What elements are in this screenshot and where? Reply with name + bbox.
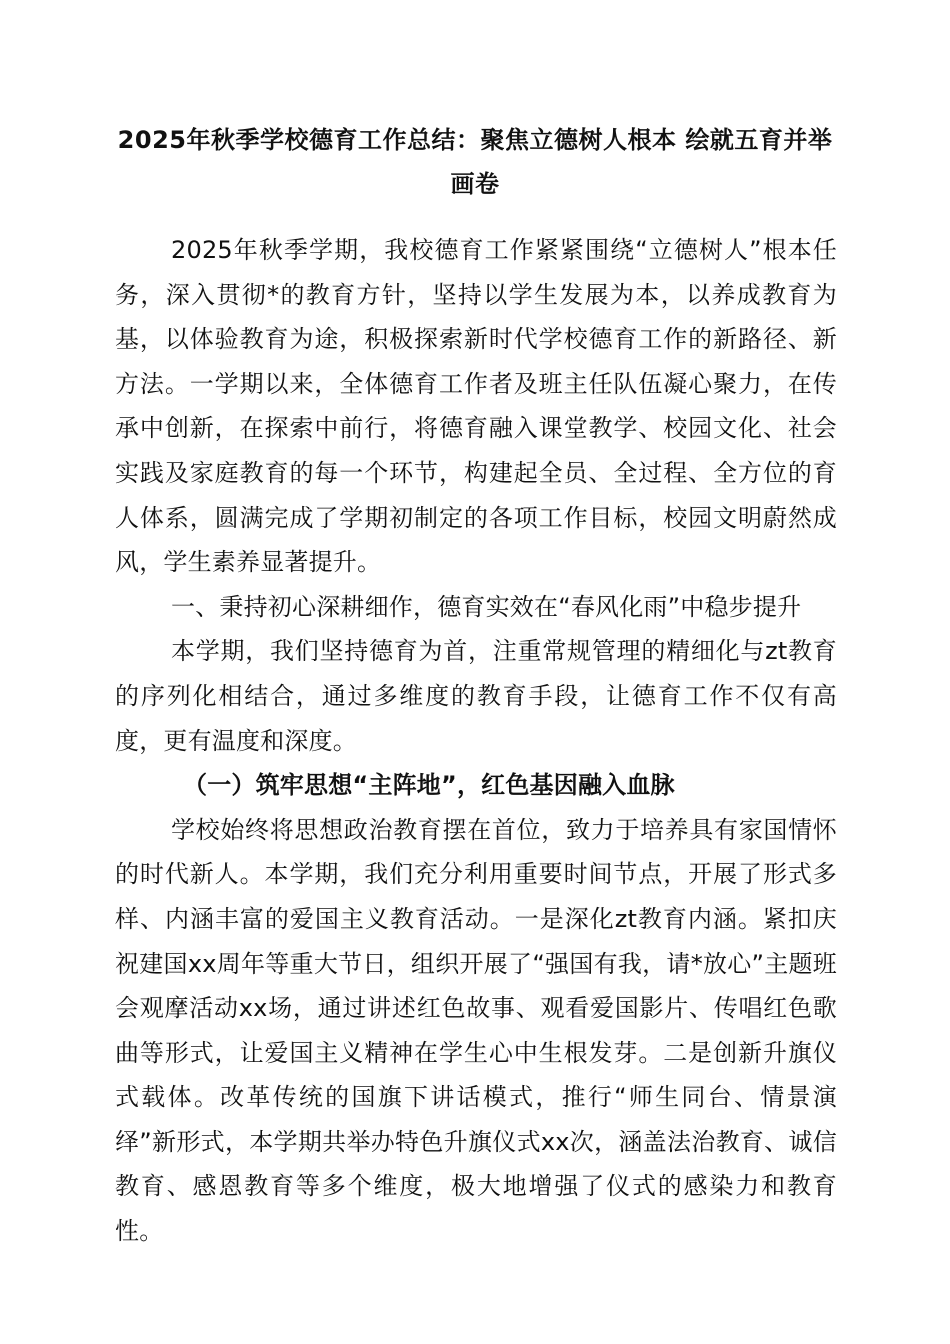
document-body [115,228,837,1254]
section-intro-paragraph: 本学期，我们坚持德育为首，注重常规管理的精细化与zt教育的序列化相结合，通过多维度的教育手段，让德育工作不仅有高度，更有温度和深度。 [115,637,837,755]
document-title: 2025年秋季学校德育工作总结：聚焦立德树人根本 绘就五育并举画卷 [117,126,833,198]
subsection-paragraph: 学校始终将思想政治教育摆在首位，致力于培养具有家国情怀的时代新人。本学期，我们充分利用重要时间节点，开展了形式多样、内涵丰富的爱国主义教育活动。一是深化zt教育内涵。紧扣庆祝建国xx周年等重大节日，组织开展了“强国有我，请*放心”主题班会观摩活动xx场，通过讲述红色故事、观看爱国影片、传唱红色歌曲等形式，让爱国主义精神在学生心中生根发芽。二是创新升旗仪式载体。改革传统的国旗下讲话模式，推行“师生同台、情景演绎”新形式，本学期共举办特色升旗仪式xx次，涵盖法治教育、诚信教育、感恩教育等多个维度，极大地增强了仪式的感染力和教育性。 [115,815,837,1246]
intro-paragraph: 2025年秋季学期，我校德育工作紧紧围绕“立德树人”根本任务，深入贯彻*的教育方针，坚持以学生发展为本，以养成教育为基，以体验教育为途，积极探索新时代学校德育工作的新路径、新方法。一学期以来，全体德育工作者及班主任队伍凝心聚力，在传承中创新，在探索中前行，将德育融入课堂教学、校园文化、社会实践及家庭教育的每一个环节，构建起全员、全过程、全方位的育人体系，圆满完成了学期初制定的各项工作目标，校园文明蔚然成风，学生素养显著提升。 [115,236,837,577]
section-heading: 一、秉持初心深耕细作，德育实效在“春风化雨”中稳步提升 [171,592,802,621]
subsection-heading: （一）筑牢思想“主阵地”，红色基因融入血脉 [183,771,675,800]
